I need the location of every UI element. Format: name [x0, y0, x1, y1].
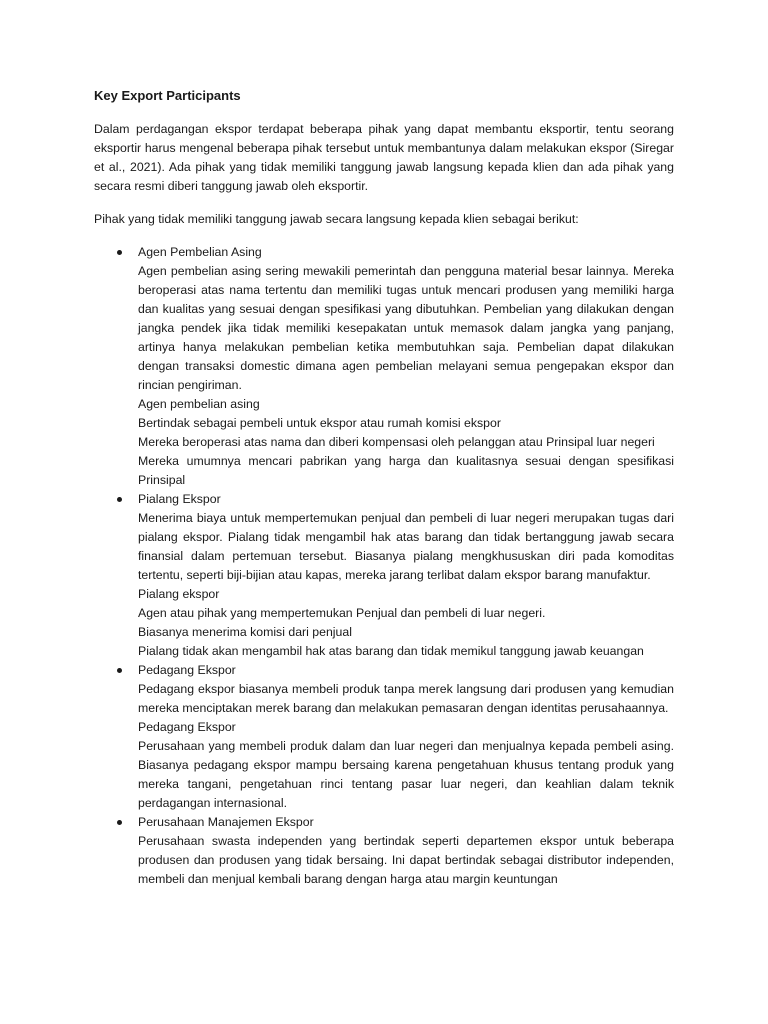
- item-point: Biasanya menerima komisi dari penjual: [138, 625, 352, 639]
- bullet-icon: [117, 250, 122, 255]
- list-item-pialang-ekspor: [94, 490, 674, 661]
- item-description: Menerima biaya untuk mempertemukan penjual dan pembeli di luar negeri merupakan tugas dari pialang ekspor. Pialang tidak mengambil hak atas barang dan tidak bertanggung jawab secara finansial dalam pertemuan tersebut. Biasanya pialang mengkhususkan diri pada komoditas tertentu, seperti biji-bijian atau kapas, mereka jarang terlibat dalam ekspor barang manufaktur.: [138, 511, 674, 582]
- list-item-perusahaan-manajemen-ekspor: [94, 813, 674, 889]
- bullet-icon: [117, 668, 122, 673]
- participant-list: [94, 243, 674, 889]
- list-intro-paragraph: Pihak yang tidak memiliki tanggung jawab secara langsung kepada klien sebagai berikut:: [94, 212, 579, 226]
- item-point: Mereka beroperasi atas nama dan diberi kompensasi oleh pelanggan atau Prinsipal luar negeri: [138, 435, 655, 449]
- item-title: Perusahaan Manajemen Ekspor: [138, 815, 314, 829]
- item-title: Pedagang Ekspor: [138, 663, 236, 677]
- item-description: Pedagang ekspor biasanya membeli produk tanpa merek langsung dari produsen yang kemudian mereka menciptakan merek barang dan melakukan pemasaran dengan identitas perusahaannya.: [138, 682, 674, 715]
- item-description: Perusahaan swasta independen yang bertindak seperti departemen ekspor untuk beberapa produsen dan produsen yang tidak bersaing. Ini dapat bertindak sebagai distributor independen, membeli dan menjual kembali barang dengan harga atau margin keuntungan: [138, 834, 674, 886]
- item-subtitle: Pialang ekspor: [138, 587, 220, 601]
- item-subtitle: Agen pembelian asing: [138, 397, 260, 411]
- list-item-pedagang-ekspor: [94, 661, 674, 813]
- item-point: Mereka umumnya mencari pabrikan yang harga dan kualitasnya sesuai dengan spesifikasi Prinsipal: [138, 454, 674, 487]
- item-point: Bertindak sebagai pembeli untuk ekspor atau rumah komisi ekspor: [138, 416, 501, 430]
- section-heading: Key Export Participants: [94, 88, 241, 103]
- bullet-icon: [117, 497, 122, 502]
- item-point: Agen atau pihak yang mempertemukan Penjual dan pembeli di luar negeri.: [138, 606, 546, 620]
- intro-paragraph: Dalam perdagangan ekspor terdapat beberapa pihak yang dapat membantu eksportir, tentu seorang eksportir harus mengenal beberapa pihak tersebut untuk membantunya dalam melakukan ekspor (Siregar et al., 2021). Ada pihak yang tidak memiliki tanggung jawab langsung kepada klien dan ada pihak yang secara resmi diberi tanggung jawab oleh eksportir.: [94, 122, 674, 193]
- item-subtitle: Pedagang Ekspor: [138, 720, 236, 734]
- list-item-agen-pembelian-asing: [94, 243, 674, 490]
- document-page: [94, 86, 674, 889]
- item-point: Perusahaan yang membeli produk dalam dan luar negeri dan menjualnya kepada pembeli asing. Biasanya pedagang ekspor mampu bersaing karena pengetahuan khusus tentang produk yang mereka tangani, pengetahuan rinci tentang pasar luar negeri, dan keahlian dalam teknik perdagangan internasional.: [138, 739, 674, 810]
- item-point: Pialang tidak akan mengambil hak atas barang dan tidak memikul tanggung jawab keuangan: [138, 644, 644, 658]
- item-description: Agen pembelian asing sering mewakili pemerintah dan pengguna material besar lainnya. Mereka beroperasi atas nama tertentu dan memiliki tugas untuk mencari produsen yang memiliki harga dan kualitas yang sesuai dengan spesifikasi yang dibutuhkan. Pembelian yang dilakukan dengan jangka pendek jika tidak memiliki kesepakatan untuk memasok dalam jangka yang panjang, artinya hanya melakukan pembelian ketika membutuhkan saja. Pembelian dapat dilakukan dengan transaksi domestic dimana agen pembelian melayani semua pengepakan ekspor dan rincian pengiriman.: [138, 264, 674, 392]
- bullet-icon: [117, 820, 122, 825]
- item-title: Pialang Ekspor: [138, 492, 221, 506]
- item-title: Agen Pembelian Asing: [138, 245, 262, 259]
